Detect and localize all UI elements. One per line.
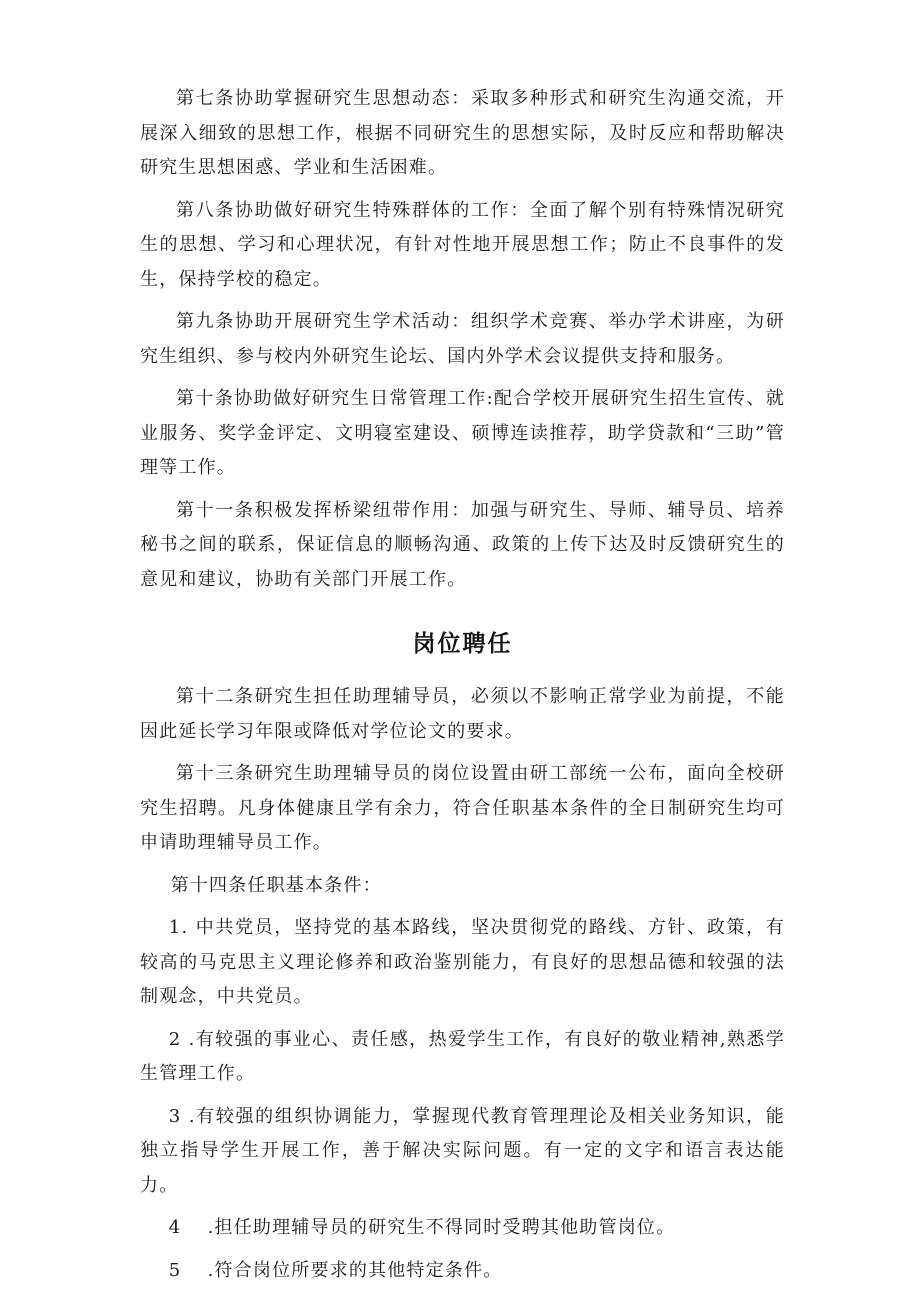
article-11: 第十一条积极发挥桥梁纽带作用：加强与研究生、导师、辅导员、培养秘书之间的联系，保证信息的顺畅沟通、政策的上传下达及时反馈研究生的意见和建议，协助有关部门开展工作。 [140, 499, 785, 590]
article-10: 第十条协助做好研究生日常管理工作:配合学校开展研究生招生宣传、就业服务、奖学金评定、文明寝室建设、硕博连读推荐，助学贷款和“三助”管理等工作。 [140, 388, 785, 478]
article-12: 第十二条研究生担任助理辅导员，必须以不影响正常学业为前提，不能因此延长学习年限或降低对学位论文的要求。 [140, 686, 785, 742]
condition-1: 1. 中共党员，坚持党的基本路线，坚决贯彻党的路线、方针、政策，有较高的马克思主义理论修养和政治鉴别能力，有良好的思想品德和较强的法制观念，中共党员。 [140, 917, 785, 1007]
article-7: 第七条协助掌握研究生思想动态：采取多种形式和研究生沟通交流，开展深入细致的思想工作，根据不同研究生的思想实际，及时反应和帮助解决研究生思想困惑、学业和生活困难。 [140, 88, 785, 178]
condition-5: 5 .符合岗位所要求的其他特定条件。 [168, 1259, 503, 1281]
condition-3: 3 .有较强的组织协调能力，掌握现代教育管理理论及相关业务知识，能独立指导学生开展工作，善于解决实际问题。有一定的文字和语言表达能力。 [140, 1105, 785, 1196]
article-14: 第十四条任职基本条件： [170, 874, 382, 896]
article-8: 第八条协助做好研究生特殊群体的工作：全面了解个别有特殊情况研究生的思想、学习和心理状况，有针对性地开展思想工作；防止不良事件的发生，保持学校的稳定。 [140, 199, 785, 290]
section-heading: 岗位聘任 [412, 631, 513, 657]
condition-4: 4 .担任助理辅导员的研究生不得同时受聘其他助管岗位。 [168, 1217, 676, 1238]
condition-2: 2 .有较强的事业心、责任感，热爱学生工作，有良好的敬业精神,熟悉学生管理工作。 [140, 1028, 785, 1084]
article-9: 第九条协助开展研究生学术活动：组织学术竞赛、举办学术讲座，为研究生组织、参与校内外研究生论坛、国内外学术会议提供支持和服务。 [140, 311, 785, 367]
document-page [140, 82, 785, 1296]
article-13: 第十三条研究生助理辅导员的岗位设置由研工部统一公布，面向全校研究生招聘。凡身体健康且学有余力，符合任职基本条件的全日制研究生均可申请助理辅导员工作。 [140, 763, 785, 853]
